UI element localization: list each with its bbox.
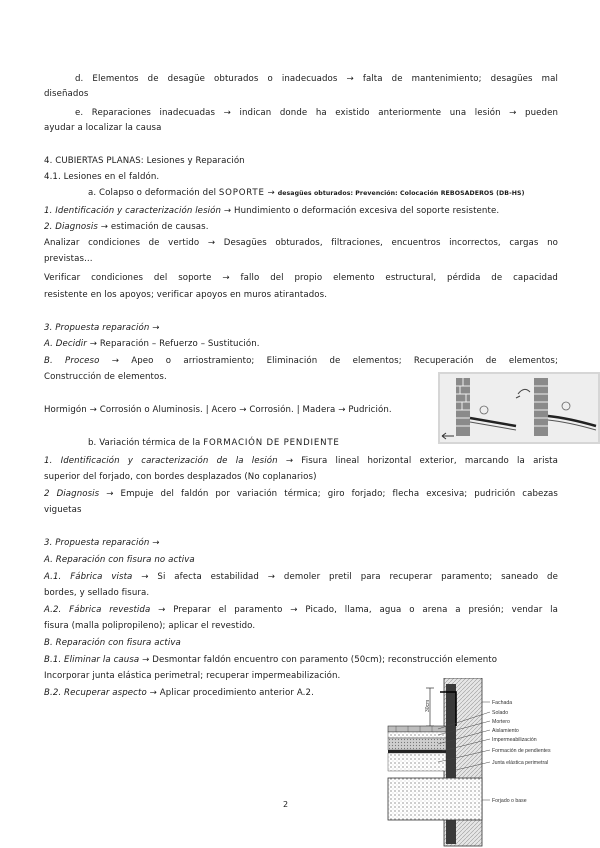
line-recuperar-aspecto <box>44 688 314 699</box>
line-eliminar-causa-cont <box>44 671 340 682</box>
section-heading-4 <box>44 156 245 167</box>
text: → Si afecta estabilidad → demoler pretil para recuperar paramento; saneado de <box>132 572 559 582</box>
page-number <box>283 800 288 809</box>
text: → Hundimiento o deformación excesiva del soporte resistente. <box>221 206 500 216</box>
text: B.2. Recuperar aspecto <box>44 688 147 698</box>
label-formacion-pendientes: Formación de pendientes <box>492 748 551 754</box>
line-materiales <box>44 405 392 416</box>
roof-detail-diagram <box>382 678 600 848</box>
line-diagnosis-b-cont <box>44 505 82 516</box>
label-aislamiento: Aislamiento <box>492 728 519 734</box>
label-forjado: Forjado o base <box>492 798 527 804</box>
line-identificacion <box>44 206 499 217</box>
text: FORMACIÓN DE PENDIENTE <box>203 438 340 448</box>
text: Analizar condiciones de vertido → Desagües obturados, filtraciones, encuentros incorrectos, cargas no <box>44 238 558 248</box>
line-proceso <box>44 356 558 367</box>
text: 2 <box>283 800 289 809</box>
line-eliminar-causa <box>44 655 497 666</box>
line-fabrica-revestida <box>44 605 558 616</box>
line-diagnosis <box>44 222 209 233</box>
text: diseñados <box>44 89 89 99</box>
text: b. Variación térmica de la <box>88 438 204 448</box>
line-proceso-cont <box>44 372 167 383</box>
subsection-b <box>88 438 340 449</box>
text: bordes, y sellado fisura. <box>44 588 150 598</box>
text: ayudar a localizar la causa <box>44 123 162 133</box>
text: e. Reparaciones inadecuadas → indican donde ha existido anteriormente una lesión → pueden <box>75 108 558 118</box>
line-diagnosis-b <box>44 489 558 500</box>
dimension-label: 30cm <box>425 699 431 712</box>
line-reparacion-no-activa <box>44 555 195 566</box>
text: → Reparación – Refuerzo – Sustitución. <box>86 339 260 349</box>
text: 4.1. Lesiones en el faldón. <box>44 172 160 182</box>
label-mortero: Mortero <box>492 719 510 725</box>
text: → Aplicar procedimiento anterior A.2. <box>146 688 314 698</box>
collapse-sketch-figure <box>438 372 600 444</box>
text: 1. Identificación y caracterización de la lesión <box>44 456 278 466</box>
text: B. Reparación con fisura activa <box>44 638 181 648</box>
text: desagües obturados: Prevención: Colocación REBOSADEROS (DB-HS) <box>277 190 525 197</box>
text: B. Proceso <box>44 356 100 366</box>
line-verificar-cont <box>44 290 327 301</box>
label-fachada: Fachada <box>492 700 513 706</box>
text: A. Reparación con fisura no activa <box>44 555 195 565</box>
paragraph-d <box>75 74 558 85</box>
line-analizar-cont <box>44 254 93 265</box>
text: → Preparar el paramento → Picado, llama, agua o arena a presión; vendar la <box>150 605 559 615</box>
line-reparacion-activa <box>44 638 181 649</box>
line-propuesta-b <box>44 538 160 549</box>
text: 2 Diagnosis <box>44 489 100 499</box>
text: d. Elementos de desagüe obturados o inadecuados → falta de mantenimiento; desagües mal <box>75 74 558 84</box>
text: fisura (malla polipropileno); aplicar el revestido. <box>44 621 256 631</box>
text: → <box>264 188 278 198</box>
label-impermeabilizacion: Impermeabilización <box>492 737 537 743</box>
line-fabrica-revestida-cont <box>44 621 255 632</box>
line-verificar <box>44 273 558 284</box>
text: → estimación de causas. <box>97 222 209 232</box>
text: Hormigón → Corrosión o Aluminosis. | Acero → Corrosión. | Madera → Pudrición. <box>44 405 392 415</box>
line-fabrica-vista-cont <box>44 588 149 599</box>
subsection-a <box>88 188 525 199</box>
text: 3. Propuesta reparación → <box>44 538 160 548</box>
section-heading-41 <box>44 172 159 183</box>
text: Verificar condiciones del soporte → fallo del propio elemento estructural, pérdida de capacidad <box>44 273 558 283</box>
text: A.2. Fábrica revestida <box>44 605 151 615</box>
text: → Desmontar faldón encuentro con paramento (50cm); reconstrucción elemento <box>139 655 498 665</box>
text: viguetas <box>44 505 82 515</box>
text: Incorporar junta elástica perimetral; recuperar impermeabilización. <box>44 671 341 681</box>
paragraph-e <box>75 108 558 119</box>
text: → Fisura lineal horizontal exterior, marcando la arista <box>277 456 558 466</box>
text: A.1. Fábrica vista <box>44 572 133 582</box>
label-solado: Solado <box>492 710 509 716</box>
text: → Apeo o arriostramiento; Eliminación de elementos; Recuperación de elementos; <box>99 356 558 366</box>
line-analizar <box>44 238 558 249</box>
line-propuesta <box>44 323 160 334</box>
text: SOPORTE <box>218 188 265 198</box>
text: superior del forjado, con bordes desplazados (No coplanarios) <box>44 472 317 482</box>
text: A. Decidir <box>44 339 87 349</box>
paragraph-d-cont <box>44 89 88 100</box>
line-identificacion-b <box>44 456 558 467</box>
line-identificacion-b-cont <box>44 472 317 483</box>
text: B.1. Eliminar la causa <box>44 655 140 665</box>
line-fabrica-vista <box>44 572 558 583</box>
text: 3. Propuesta reparación → <box>44 323 160 333</box>
text: 4. CUBIERTAS PLANAS: Lesiones y Reparación <box>44 156 245 166</box>
text: → Empuje del faldón por variación térmica; giro forjado; flecha excesiva; pudrición cabezas <box>99 489 558 499</box>
label-junta-elastica: Junta elástica perimetral <box>492 760 549 766</box>
text: 2. Diagnosis <box>44 222 98 232</box>
paragraph-e-cont <box>44 123 162 134</box>
text: 1. Identificación y caracterización lesión <box>44 206 222 216</box>
text: previstas… <box>44 254 93 264</box>
text: a. Colapso o deformación del <box>88 188 219 198</box>
text: Construcción de elementos. <box>44 372 167 382</box>
text: resistente en los apoyos; verificar apoyos en muros atirantados. <box>44 290 328 300</box>
line-decidir <box>44 339 260 350</box>
